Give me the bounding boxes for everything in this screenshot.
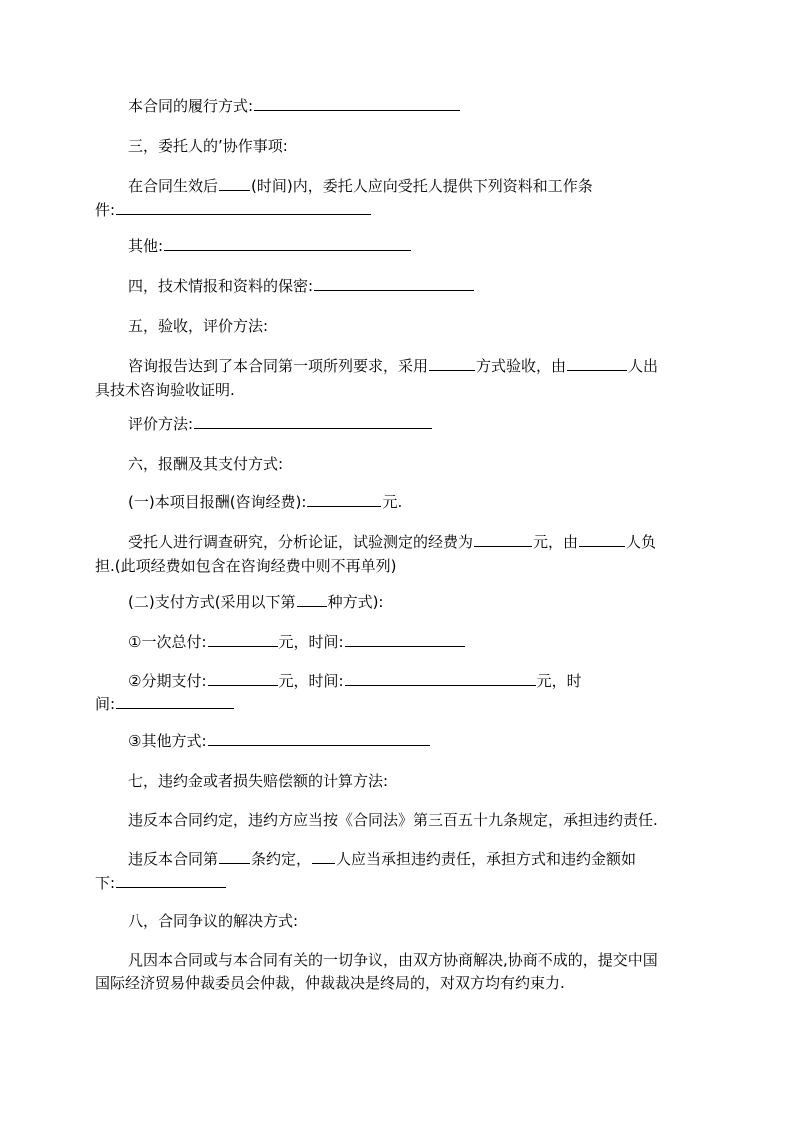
blank-line — [208, 731, 430, 746]
line-research-fee-cont: 担.(此项经费如包含在咨询经费中则不再单列) — [95, 557, 397, 575]
blank-line — [219, 176, 250, 191]
blank-line — [579, 532, 625, 547]
blank-line — [314, 276, 474, 291]
line-research-fee: 受托人进行调查研究，分析论证，试验测定的经费为 元，由 人负 — [128, 533, 657, 551]
line-lump-sum: ①一次总付: 元，时间: — [128, 632, 466, 652]
section-3-heading: 三，委托人的’协作事项: — [128, 137, 288, 155]
line-evaluation: 评价方法: — [128, 414, 433, 434]
blank-line — [208, 671, 278, 686]
line-dispute-cont: 国际经济贸易仲裁委员会仲裁，仲裁裁决是终局的，对双方均有约束力. — [95, 974, 565, 992]
line-installment: ②分期支付: 元，时间: 元，时 — [128, 672, 582, 690]
line-breach-law: 违反本合同约定，违约方应当按《合同法》第三百五十九条规定，承担违约责任. — [128, 811, 658, 829]
blank-line — [116, 694, 234, 709]
blank-line — [254, 96, 460, 111]
line-installment-cont: 间: — [95, 694, 235, 714]
blank-line — [345, 632, 465, 647]
section-6-heading: 六，报酬及其支付方式: — [128, 455, 284, 473]
line-conditions: 件: — [95, 200, 372, 220]
blank-line — [297, 592, 327, 607]
line-dispute: 凡因本合同或与本合同有关的一切争议，由双方协商解决,协商不成的，提交中国 — [128, 951, 658, 969]
line-acceptance: 咨询报告达到了本合同第一项所列要求，采用 方式验收，由 人出 — [128, 357, 659, 375]
blank-line — [164, 236, 411, 251]
blank-line — [345, 671, 536, 686]
blank-line — [208, 632, 278, 647]
blank-line — [116, 200, 371, 215]
section-4-heading: 四，技术情报和资料的保密: — [128, 276, 475, 296]
line-remuneration: (一)本项目报酬(咨询经费): 元. — [128, 493, 403, 511]
blank-line — [219, 849, 250, 864]
blank-line — [429, 356, 475, 371]
blank-line — [567, 356, 627, 371]
line-breach-clause-cont: 下: — [95, 873, 227, 893]
blank-line — [194, 414, 432, 429]
section-8-heading: 八，合同争议的解决方式: — [128, 912, 299, 930]
line-payment-method: (二)支付方式(采用以下第 种方式): — [128, 593, 384, 611]
section-5-heading: 五，验收，评价方法: — [128, 317, 269, 335]
line-breach-clause: 违反本合同第 条约定， 人应当承担违约责任，承担方式和违约金额如 — [128, 850, 637, 868]
section-7-heading: 七，违约金或者损失赔偿额的计算方法: — [128, 772, 389, 790]
line-other: 其他: — [128, 236, 412, 256]
blank-line — [474, 532, 532, 547]
blank-line — [307, 492, 381, 507]
line-performance-method: 本合同的履行方式: — [128, 96, 461, 116]
blank-line — [312, 849, 335, 864]
blank-line — [116, 873, 226, 888]
line-other-method: ③其他方式: — [128, 731, 431, 751]
line-acceptance-cont: 具技术咨询验收证明. — [95, 381, 235, 399]
line-client-provide: 在合同生效后 (时间)内，委托人应向受托人提供下列资料和工作条 — [128, 177, 593, 195]
